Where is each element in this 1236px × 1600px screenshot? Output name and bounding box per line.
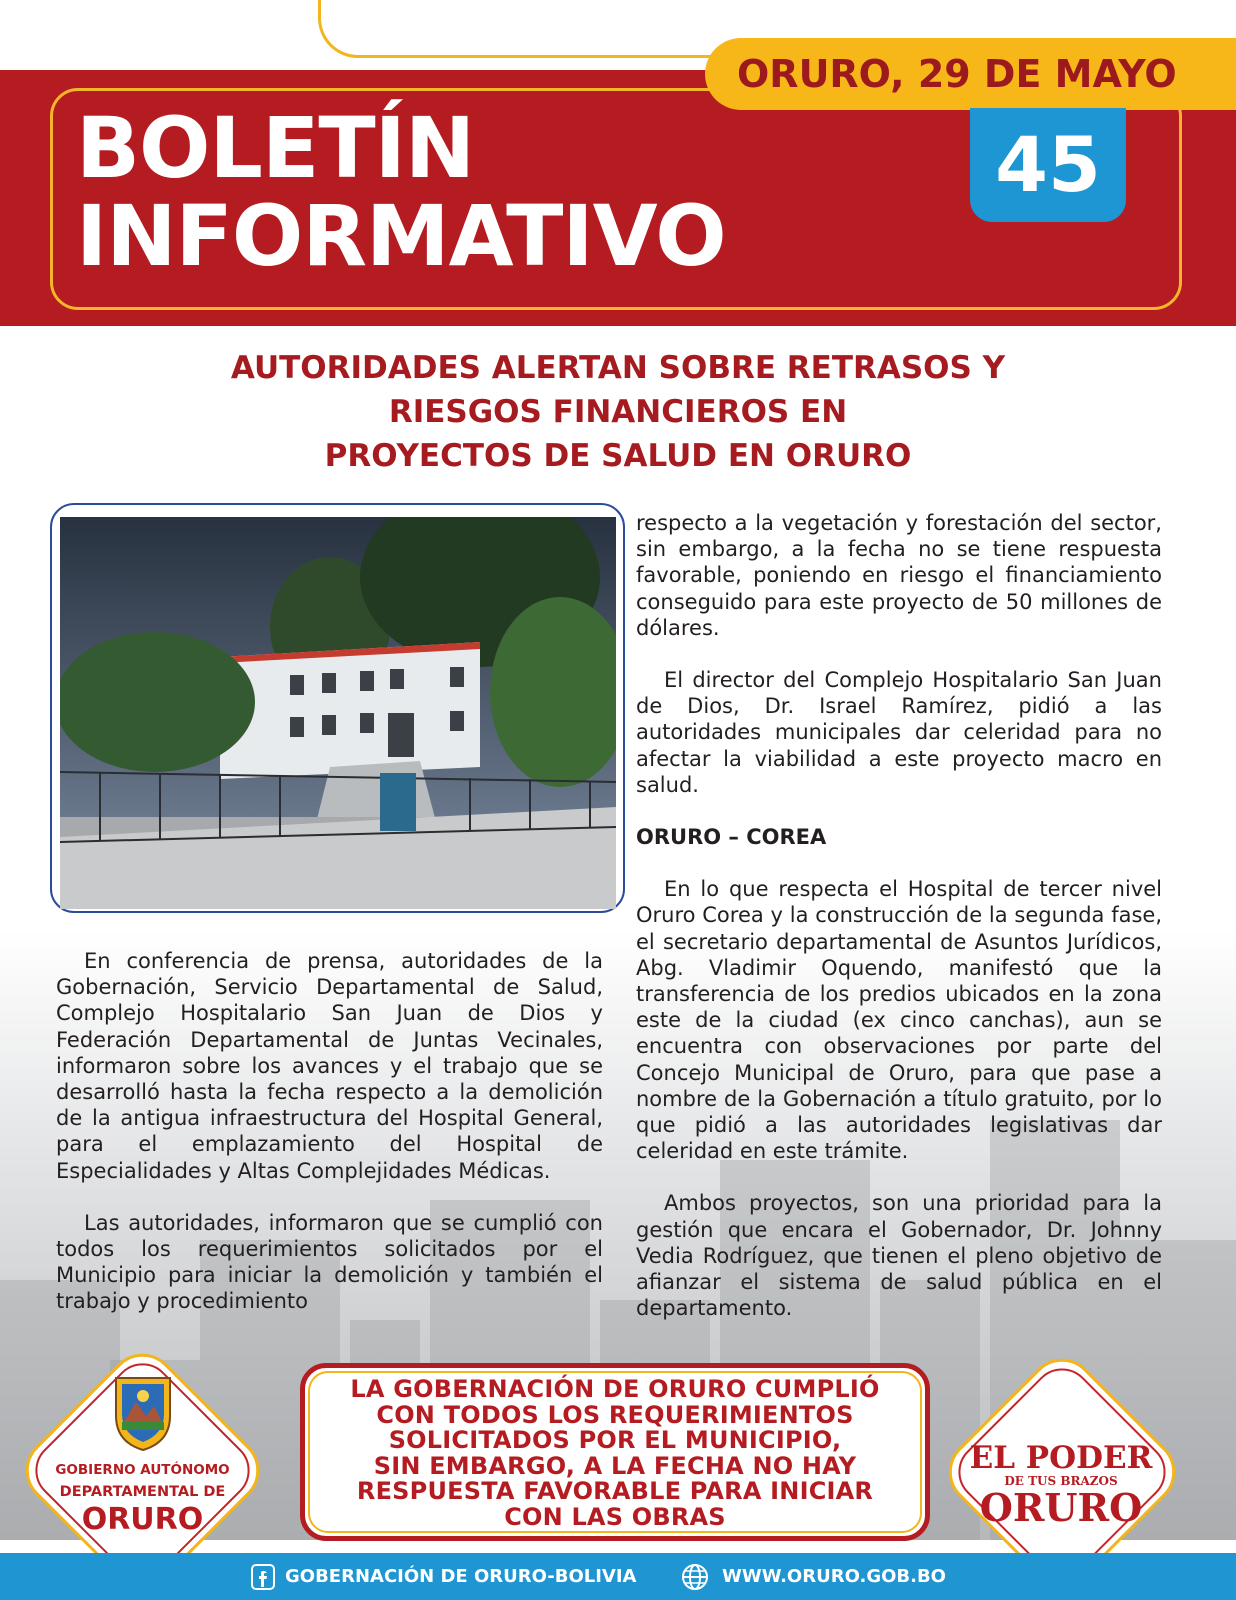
logo-text-line-2: DEPARTAMENTAL DE xyxy=(59,1484,226,1500)
coat-of-arms-icon xyxy=(110,1372,176,1452)
paragraph: respecto a la vegetación y forestación del sector, sin embargo, a la fecha no se tiene respuesta favorable, poniendo en riesgo el financiamiento conseguido para este proyecto de 50 millones de dólares. xyxy=(636,511,1162,640)
headline-line-2: RIESGOS FINANCIEROS EN xyxy=(388,394,848,430)
facebook-link[interactable]: GOBERNACIÓN DE ORURO-BOLIVIA xyxy=(285,1566,637,1587)
brand-text-line-3: ORURO xyxy=(979,1485,1143,1530)
paragraph: En conferencia de prensa, autoridades de la Gobernación, Servicio Departamental de Salud, Complejo Hospitalario San Juan de Dios y Federación Departamental de Juntas Vecinales, informaron sobre los avances y el trabajo que se desarrolló hasta la fecha respecto a la demolición de la antigua infraestructura del Hospital General, para el emplazamiento del Hospital de Especialidades y Altas Complejidades Médicas. xyxy=(56,949,603,1183)
hospital-photo xyxy=(60,517,616,909)
brand-text-line-1: EL PODER xyxy=(969,1440,1153,1476)
paragraph: Ambos proyectos, son una prioridad para la gestión que encara el Gobernador, Dr. Johnny Vedia Rodríguez, que tienen el pleno objetivo de afianzar el sistema de salud pública en el departamento. xyxy=(636,1191,1162,1321)
headline-line-3: PROYECTOS DE SALUD EN ORURO xyxy=(324,438,912,474)
website-link[interactable]: WWW.ORURO.GOB.BO xyxy=(722,1566,946,1587)
article-headline xyxy=(60,346,1176,478)
logo-text-line-1: GOBIERNO AUTÓNOMO xyxy=(55,1462,230,1478)
facebook-icon[interactable] xyxy=(250,1562,276,1592)
hospital-building-illustration xyxy=(60,517,616,909)
bulletin-title xyxy=(76,99,726,285)
title-line-2: INFORMATIVO xyxy=(76,187,726,285)
logo-text-line-3: ORURO xyxy=(81,1502,204,1537)
callout-text xyxy=(310,1377,920,1530)
paragraph: El director del Complejo Hospitalario San Juan de Dios, Dr. Israel Ramírez, pidió a las autoridades municipales dar celeridad para no afectar la viabilidad a este proyecto macro en salud. xyxy=(636,668,1162,797)
callout-line-2: CON TODOS LOS REQUERIMIENTOS xyxy=(376,1400,854,1429)
headline-line-1: AUTORIDADES ALERTAN SOBRE RETRASOS Y xyxy=(230,350,1006,386)
issue-number-badge: 45 xyxy=(970,108,1126,222)
callout-line-1: LA GOBERNACIÓN DE ORURO CUMPLIÓ xyxy=(350,1375,880,1403)
date-badge: ORURO, 29 DE MAYO xyxy=(705,38,1236,110)
paragraph: En lo que respecta el Hospital de tercer nivel Oruro Corea y la construcción de la segunda fase, el secretario departamental de Asuntos Jurídicos, Abg. Vladimir Oquendo, manifestó que la transferencia de los predios ubicados en la zona este de la ciudad (ex cinco canchas), aun se encuentra con observaciones por parte del Concejo Municipal de Oruro, para que pase a nombre de la Gobernación a título gratuito, por lo que pidió a las autoridades legislativas dar celeridad en este trámite. xyxy=(636,877,1162,1164)
article-column-left xyxy=(56,948,603,1315)
brand-text-line-2: DE TUS BRAZOS xyxy=(1004,1474,1118,1488)
callout-line-5: RESPUESTA FAVORABLE PARA INICIAR xyxy=(356,1477,874,1505)
callout-line-3: SOLICITADOS POR EL MUNICIPIO, xyxy=(388,1426,842,1454)
title-line-1: BOLETÍN xyxy=(76,99,475,197)
callout-line-4: SIN EMBARGO, A LA FECHA NO HAY xyxy=(373,1451,857,1480)
globe-icon[interactable] xyxy=(680,1562,710,1592)
section-subheading: ORURO – COREA xyxy=(636,825,827,850)
callout-line-6: CON LAS OBRAS xyxy=(504,1502,726,1531)
article-column-right xyxy=(636,510,1162,1321)
paragraph: Las autoridades, informaron que se cumplió con todos los requerimientos solicitados por el Municipio para iniciar la demolición y también el trabajo y procedimiento xyxy=(56,1210,603,1314)
